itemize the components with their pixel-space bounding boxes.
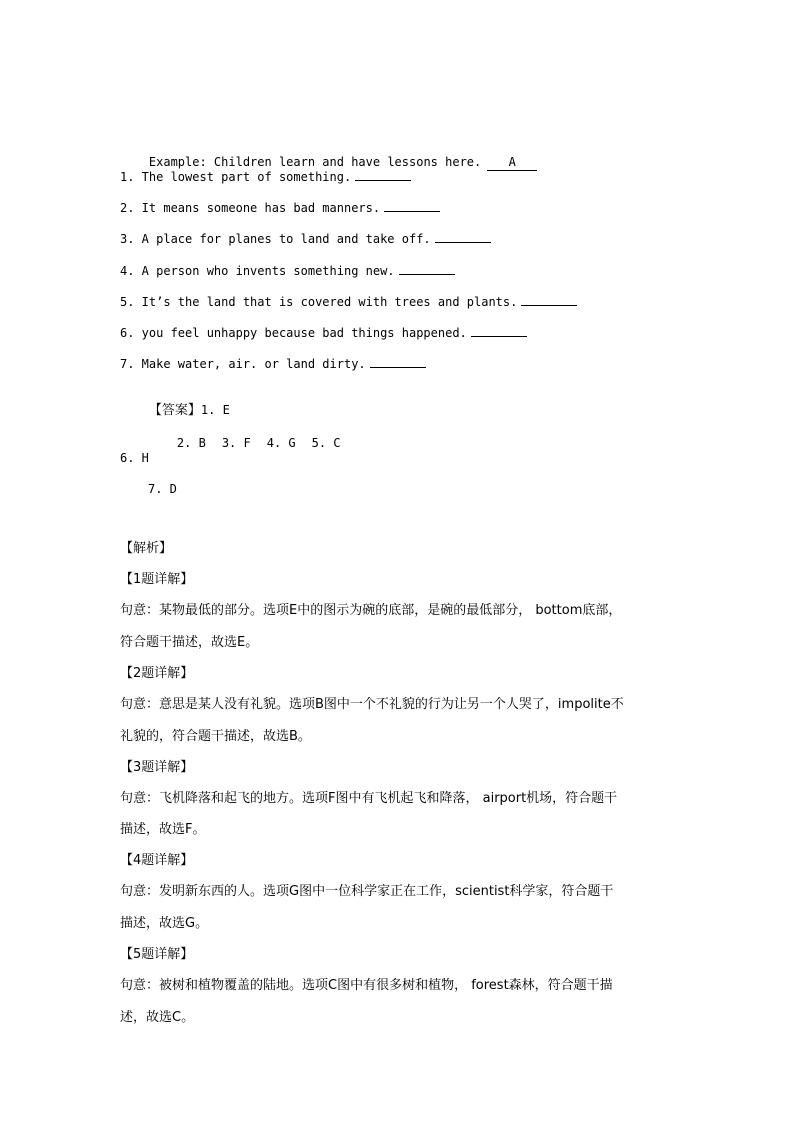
question-4 xyxy=(120,263,455,279)
answer-5: 5. C xyxy=(311,436,341,450)
analysis-2-line-1: 句意：意思是某人没有礼貌。选项B图中一个不礼貌的行为让另一个人哭了，impolite不 xyxy=(120,697,624,712)
answer-blank xyxy=(355,169,411,181)
answer-6: 6. H xyxy=(120,451,149,465)
example-answer: A xyxy=(487,154,537,171)
answer-blank xyxy=(370,356,426,368)
question-1 xyxy=(120,169,411,185)
question-5 xyxy=(120,294,577,310)
question-3 xyxy=(120,231,491,247)
answer-blank xyxy=(399,263,455,275)
analysis-5-line-2: 述，故选C。 xyxy=(120,1010,195,1025)
answer-blank xyxy=(435,231,491,243)
analysis-1-line-1: 句意：某物最低的部分。选项E中的图示为碗的底部，是碗的最低部分， bottom底部， xyxy=(120,603,622,618)
analysis-title-3: 【3题详解】 xyxy=(120,760,194,775)
question-text: 6. you feel unhappy because bad things happened. xyxy=(120,326,467,340)
answer-label: 【答案】 xyxy=(148,403,201,418)
answer-line-2 xyxy=(148,419,357,467)
analysis-4-line-2: 描述，故选G。 xyxy=(120,916,209,931)
analysis-3-line-1: 句意：飞机降落和起飞的地方。选项F图中有飞机起飞和降落， airport机场，符合题干 xyxy=(120,791,618,806)
answer-4: 4. G xyxy=(266,436,296,450)
answer-3: 3. F xyxy=(221,436,251,450)
question-6 xyxy=(120,325,527,341)
answer-7: 7. D xyxy=(148,482,177,496)
analysis-title-5: 【5题详解】 xyxy=(120,947,194,962)
analysis-title-2: 【2题详解】 xyxy=(120,666,194,681)
answer-1: 1. E xyxy=(200,403,230,417)
analysis-2-line-2: 礼貌的，符合题干描述，故选B。 xyxy=(120,729,311,744)
question-text: 4. A person who invents something new. xyxy=(120,264,395,278)
analysis-4-line-1: 句意：发明新东西的人。选项G图中一位科学家正在工作，scientist科学家，符合题干 xyxy=(120,884,614,899)
answer-blank xyxy=(471,325,527,337)
answer-2: 2. B xyxy=(176,436,206,450)
example-text: Example: Children learn and have lessons here. xyxy=(148,155,482,169)
question-text: 2. It means someone has bad manners. xyxy=(120,201,381,215)
question-text: 7. Make water, air. or land dirty. xyxy=(120,357,366,371)
question-text: 1. The lowest part of something. xyxy=(120,170,352,184)
analysis-1-line-2: 符合题干描述，故选E。 xyxy=(120,635,259,650)
analysis-title-1: 【1题详解】 xyxy=(120,572,194,587)
answer-blank xyxy=(521,294,577,306)
analysis-3-line-2: 描述，故选F。 xyxy=(120,822,206,837)
question-text: 5. It’s the land that is covered with trees and plants. xyxy=(120,295,518,309)
question-2 xyxy=(120,200,440,216)
question-7 xyxy=(120,356,426,372)
analysis-label: 【解析】 xyxy=(120,541,173,556)
question-text: 3. A place for planes to land and take off. xyxy=(120,232,431,246)
analysis-title-4: 【4题详解】 xyxy=(120,853,194,868)
answer-blank xyxy=(384,200,440,212)
analysis-5-line-1: 句意：被树和植物覆盖的陆地。选项C图中有很多树和植物， forest森林，符合题干描 xyxy=(120,978,613,993)
